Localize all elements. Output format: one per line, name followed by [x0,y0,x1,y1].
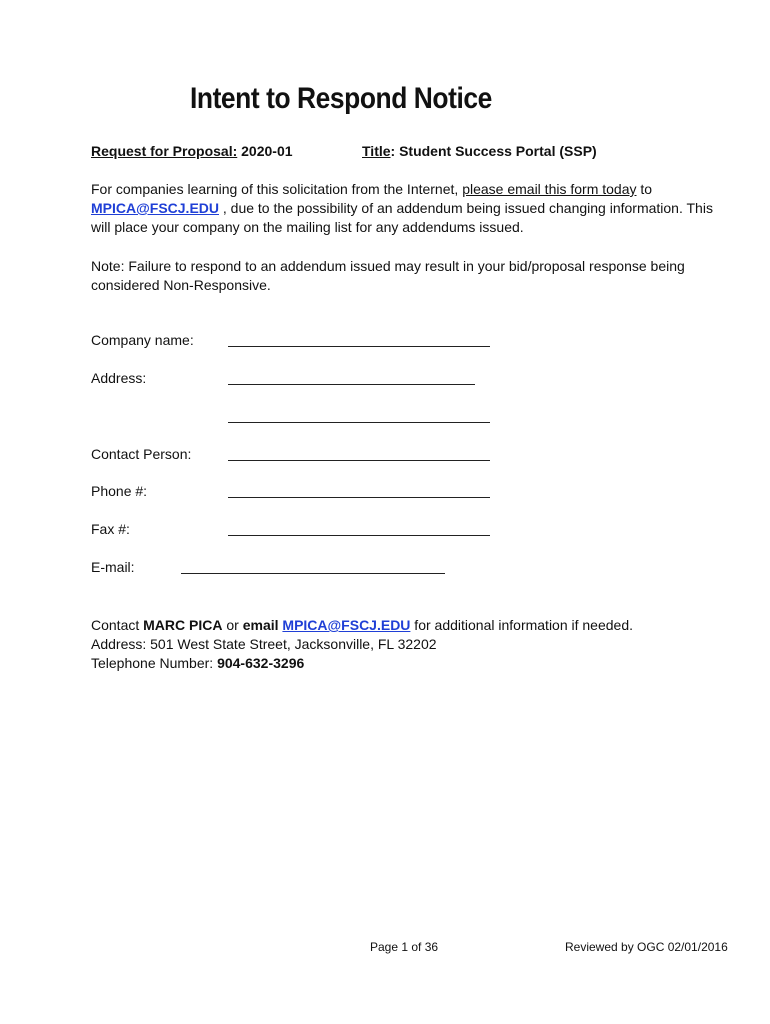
contact-email-word: email [242,617,279,633]
contact-name: MARC PICA [143,617,223,633]
intro-line-1 [91,180,652,199]
contact-mid: or [222,617,243,633]
fax-label: Fax #: [91,521,130,537]
intro-text: For companies learning of this solicitation from the Internet, [91,181,463,197]
company-name-label: Company name: [91,332,194,348]
intro-text-2: , due to the possibility of an addendum being issued changing information. This [219,200,713,216]
email-label: E-mail: [91,559,135,575]
rfp-label: Request for Proposal: [91,143,238,159]
rfp-title-value: : Student Success Portal (SSP) [390,143,597,159]
page-title: Intent to Respond Notice [190,82,492,115]
intro-to: to [636,181,653,197]
contact-person-field[interactable] [228,460,490,461]
page-number: Page 1 of 36 [370,940,439,954]
contact-prefix: Contact [91,617,144,633]
contact-person-label: Contact Person: [91,446,192,462]
rfp-line [91,142,293,161]
reviewed-note: Reviewed by OGC 02/01/2016 [565,940,728,954]
address-field-1[interactable] [228,384,475,385]
contact-phone-label: Telephone Number: [91,655,218,671]
rfp-title-label: Title [362,143,391,159]
note-line-1: Note: Failure to respond to an addendum issued may result in your bid/proposal response being [91,258,685,274]
address-label: Address: [91,370,147,386]
contact-phone-line [91,654,304,673]
contact-address: Address: 501 West State Street, Jacksonville, FL 32202 [91,636,437,652]
address-field-2[interactable] [228,422,490,423]
intro-email-link[interactable]: MPICA@FSCJ.EDU [91,200,219,216]
phone-field[interactable] [228,497,490,498]
rfp-number: 2020-01 [241,143,293,159]
note-line-2: considered Non-Responsive. [91,277,271,293]
fax-field[interactable] [228,535,490,536]
email-field[interactable] [181,573,445,574]
phone-label: Phone #: [91,483,148,499]
contact-phone: 904-632-3296 [217,655,305,671]
rfp-title-line [362,142,597,161]
intro-underlined: please email this form today [462,181,637,197]
company-name-field[interactable] [228,346,490,347]
intro-line-2 [91,199,713,218]
intro-line-3: will place your company on the mailing list for any addendums issued. [91,219,524,235]
contact-line [91,616,633,635]
contact-suffix: for additional information if needed. [410,617,634,633]
contact-email-link[interactable]: MPICA@FSCJ.EDU [282,617,411,633]
